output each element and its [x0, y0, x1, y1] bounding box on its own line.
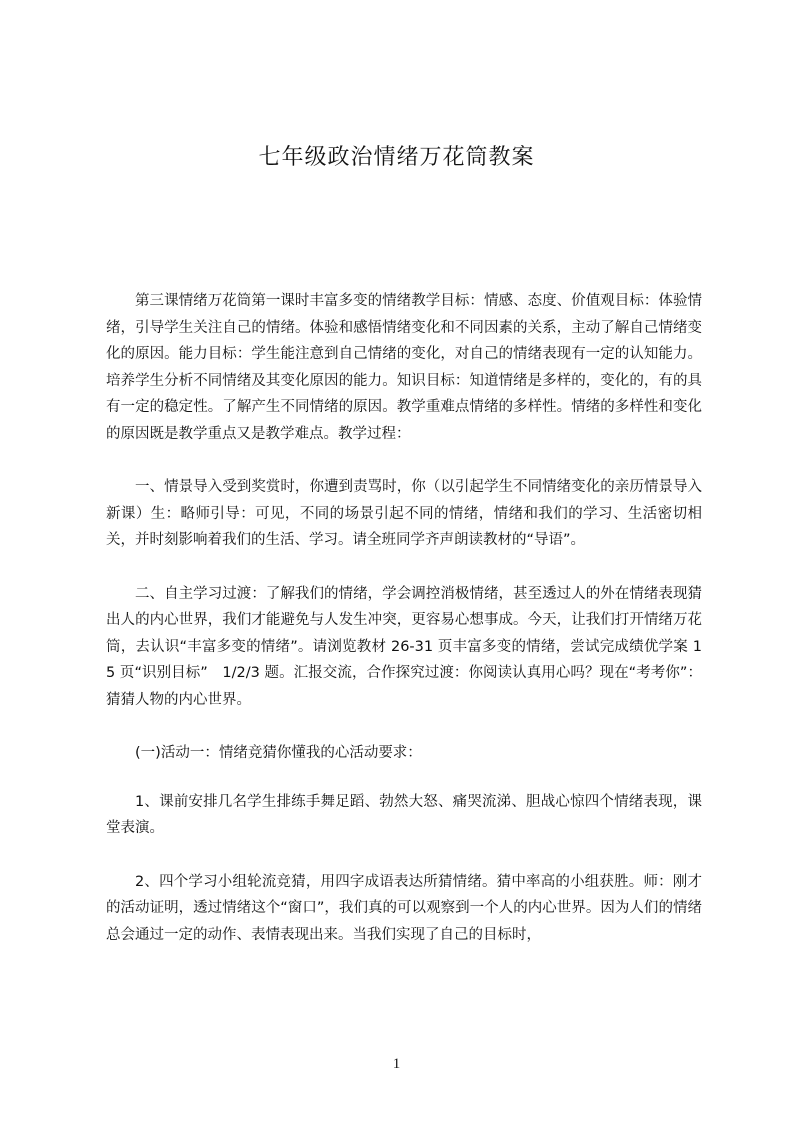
paragraph-activity-one: (一)活动一：情绪竞猜你懂我的心活动要求： [135, 745, 422, 761]
paragraph-requirement-2: 2、四个学习小组轮流竞猜，用四字成语表达所猜情绪。猜中率高的小组获胜。师：刚才的活动证明，透过情绪这个“窗口”，我们真的可以观察到一个人的内心世界。因为人们的情绪总会通过一定的动作、表情表现出来。当我们实现了自己的目标时， [106, 873, 702, 943]
paragraph-scene-introduction: 一、情景导入受到奖赏时，你遭到责骂时，你（以引起学生不同情绪变化的亲历情景导入新课）生：略师引导：可见，不同的场景引起不同的情绪，情绪和我们的学习、生活密切相关，并时刻影响着我们的生活、学习。请全班同学齐声朗读教材的“导语”。 [106, 479, 702, 548]
document-body [106, 288, 702, 975]
paragraph-self-study: 二、自主学习过渡：了解我们的情绪，学会调控消极情绪，甚至透过人的外在情绪表现猜出人的内心世界，我们才能避免与人发生冲突，更容易心想事成。今天，让我们打开情绪万花筒，去认识“丰富多变的情绪”。请浏览教材 26-31 页丰富多变的情绪，尝试完成绩优学案 15 页“识别目标” 1/2/3 题。汇报交流，合作探究过渡：你阅读认真用心吗？现在“考考你”：猜猜人物的内心世界。 [106, 585, 702, 708]
page-number: 1 [392, 1056, 401, 1072]
paragraph-requirement-1: 1、课前安排几名学生排练手舞足蹈、勃然大怒、痛哭流涕、胆战心惊四个情绪表现，课堂表演。 [106, 793, 702, 836]
document-title: 七年级政治情绪万花筒教案 [258, 145, 535, 170]
paragraph-teaching-objectives: 第三课情绪万花筒第一课时丰富多变的情绪教学目标：情感、态度、价值观目标：体验情绪，引导学生关注自己的情绪。体验和感悟情绪变化和不同因素的关系，主动了解自己情绪变化的原因。能力目标：学生能注意到自己情绪的变化，对自己的情绪表现有一定的认知能力。培养学生分析不同情绪及其变化原因的能力。知识目标：知道情绪是多样的，变化的，有的具有一定的稳定性。了解产生不同情绪的原因。教学重难点情绪的多样性。情绪的多样性和变化的原因既是教学重点又是教学难点。教学过程： [106, 293, 702, 442]
